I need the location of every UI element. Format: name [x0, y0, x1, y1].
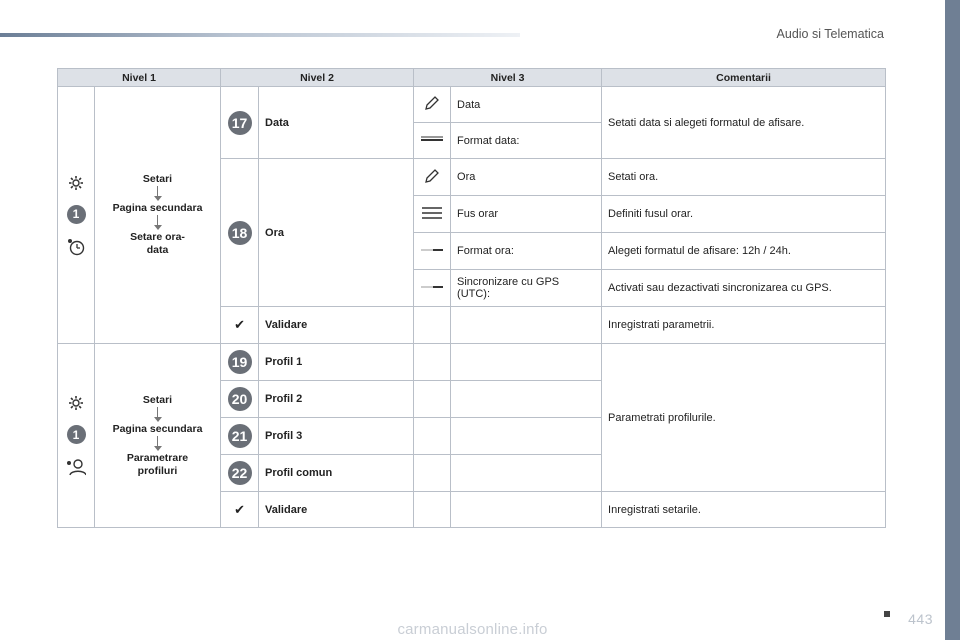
level3-format-ora: Format ora:	[451, 233, 602, 270]
comment-ora: Setati ora.	[602, 159, 886, 196]
callout-badge: 19	[228, 350, 252, 374]
checkmark-icon: ✔	[234, 317, 245, 332]
comment-fus-orar: Definiti fusul orar.	[602, 196, 886, 233]
comment-data: Setati data si alegeti formatul de afisare.	[602, 87, 886, 159]
level2-data: Data	[259, 87, 414, 159]
level3-gps-sync: Sincronizare cu GPS (UTC):	[451, 270, 602, 307]
icon-cell	[414, 196, 451, 233]
level2-validare: Validare	[259, 492, 414, 528]
empty-cell	[414, 455, 451, 492]
empty-cell	[451, 418, 602, 455]
toggle-icon	[421, 246, 443, 254]
callout-badge: 22	[228, 461, 252, 485]
arrow-down-icon	[152, 436, 164, 452]
user-profile-icon	[66, 458, 86, 476]
badge-cell	[221, 418, 259, 455]
level2-validare: Validare	[259, 307, 414, 344]
level2-profil-comun: Profil comun	[259, 455, 414, 492]
nav-step-settings: Setari	[142, 173, 173, 185]
section1-nav-cell	[95, 87, 221, 344]
empty-cell	[414, 307, 451, 344]
level3-ora: Ora	[451, 159, 602, 196]
comment-profiles: Parametrati profilurile.	[602, 344, 886, 492]
level2-profil-2: Profil 2	[259, 381, 414, 418]
page-header-title: Audio si Telematica	[776, 27, 884, 41]
column-header-nivel-1: Nivel 1	[58, 69, 221, 87]
callout-badge: 17	[228, 111, 252, 135]
section2-icons-cell	[58, 344, 95, 528]
comment-gps-sync: Activati sau dezactivati sincronizarea cu GPS.	[602, 270, 886, 307]
comment-validare: Inregistrati parametrii.	[602, 307, 886, 344]
empty-cell	[414, 344, 451, 381]
level2-ora: Ora	[259, 159, 414, 307]
nav-step-secondary-page: Pagina secundara	[112, 422, 203, 435]
icon-cell	[414, 233, 451, 270]
gear-icon	[68, 395, 84, 411]
badge-cell	[221, 159, 259, 307]
empty-cell	[451, 307, 602, 344]
empty-cell	[414, 418, 451, 455]
side-tab-bar	[945, 0, 960, 640]
empty-cell	[414, 381, 451, 418]
comment-format-ora: Alegeti formatul de afisare: 12h / 24h.	[602, 233, 886, 270]
level2-profil-1: Profil 1	[259, 344, 414, 381]
badge-cell	[221, 455, 259, 492]
icon-cell	[221, 492, 259, 528]
section1-icons-cell	[58, 87, 95, 344]
watermark: carmanualsonline.info	[397, 621, 548, 638]
callout-badge: 18	[228, 221, 252, 245]
step-badge: 1	[67, 205, 86, 224]
column-header-nivel-3: Nivel 3	[414, 69, 602, 87]
level2-profil-3: Profil 3	[259, 418, 414, 455]
empty-cell	[451, 455, 602, 492]
column-header-nivel-2: Nivel 2	[221, 69, 414, 87]
icon-cell	[221, 307, 259, 344]
empty-cell	[451, 381, 602, 418]
callout-badge: 20	[228, 387, 252, 411]
list-icon	[422, 206, 442, 220]
pencil-icon	[424, 95, 440, 111]
nav-step-date-time: Setare ora-data	[130, 231, 185, 256]
arrow-down-icon	[152, 186, 164, 202]
arrow-down-icon	[152, 215, 164, 231]
badge-cell	[221, 344, 259, 381]
nav-step-secondary-page: Pagina secundara	[112, 202, 203, 214]
nav-step-profile-settings: Parametrare profiluri	[126, 451, 189, 477]
gear-icon	[68, 175, 84, 191]
icon-cell	[414, 159, 451, 196]
pencil-icon	[424, 168, 440, 184]
comment-validare: Inregistrati setarile.	[602, 492, 886, 528]
icon-cell	[414, 87, 451, 123]
settings-table	[57, 68, 886, 528]
empty-cell	[451, 344, 602, 381]
step-badge: 1	[67, 425, 86, 444]
callout-badge: 21	[228, 424, 252, 448]
level3-data: Data	[451, 87, 602, 123]
header-accent-bar	[0, 33, 520, 37]
page-number: 443	[908, 611, 933, 627]
level3-fus-orar: Fus orar	[451, 196, 602, 233]
clock-settings-icon	[67, 238, 85, 256]
nav-step-settings: Setari	[142, 393, 173, 406]
empty-cell	[414, 492, 451, 528]
section2-nav-cell	[95, 344, 221, 528]
icon-cell	[414, 270, 451, 307]
column-header-comentarii: Comentarii	[602, 69, 886, 87]
arrow-down-icon	[152, 407, 164, 423]
toggle-icon	[421, 283, 443, 291]
checkmark-icon: ✔	[234, 501, 245, 517]
badge-cell	[221, 381, 259, 418]
format-bar-icon	[421, 134, 443, 144]
icon-cell	[414, 123, 451, 159]
level3-format-data: Format data:	[451, 123, 602, 159]
badge-cell	[221, 87, 259, 159]
empty-cell	[451, 492, 602, 528]
page-marker	[884, 611, 890, 617]
